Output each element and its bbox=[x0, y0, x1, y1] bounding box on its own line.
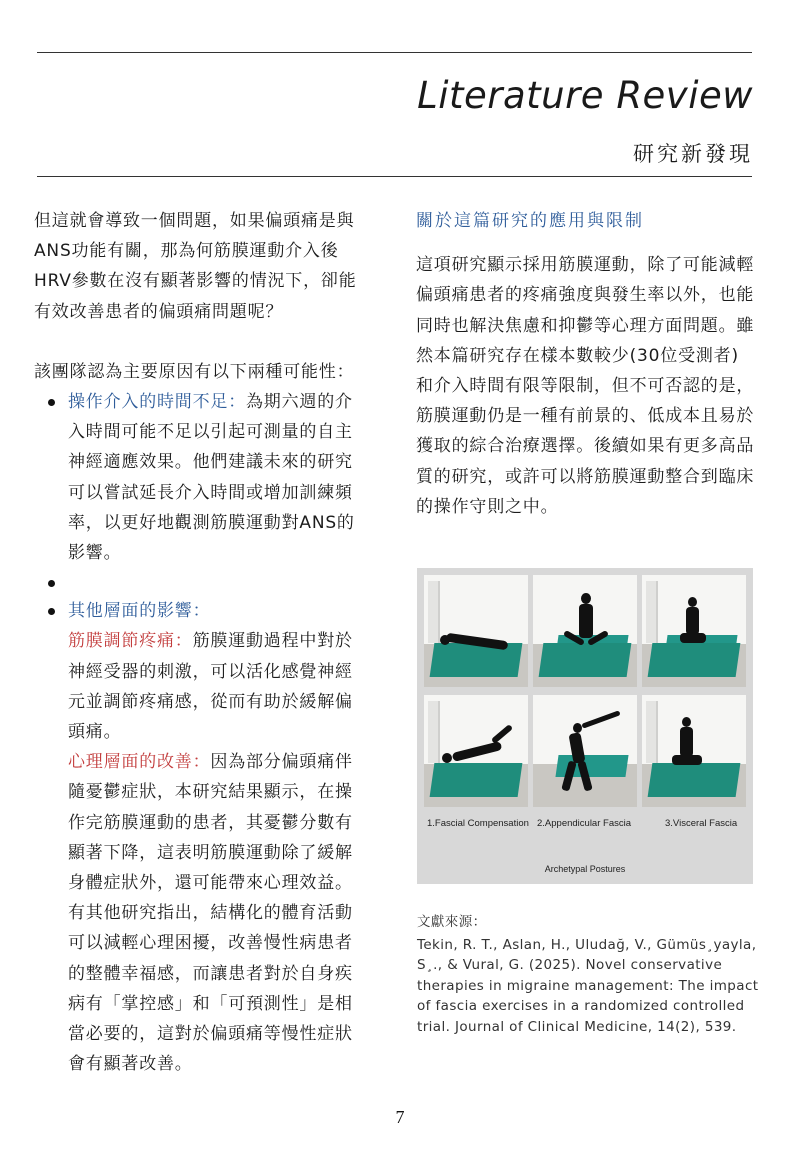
sub-text-pain: 筋膜運動過程中對於神經受器的刺激，可以活化感覺神經元並調節疼痛感，從而有助於緩解偏頭痛。 bbox=[68, 631, 353, 743]
reasons-intro: 該團隊認為主要原因有以下兩種可能性： bbox=[34, 361, 355, 382]
applications-body: 這項研究顯示採用筋膜運動，除了可能減輕偏頭痛患者的疼痛強度與發生率以外，也能同時也解決焦慮和抑鬱等心理方面問題。雖然本篇研究存在樣本數較少(30位受測者)和介入時間有限等限制，但不可否認的是，筋膜運動仍是一種有前景的、低成本且易於獲取的綜合治療選擇。後續如果有更多高品質的研究，或許可以將筋膜運動整合到臨床的操作守則之中。 bbox=[416, 255, 755, 517]
applications-heading: 關於這篇研究的應用與限制 bbox=[416, 211, 644, 231]
reference-label: 文獻來源： bbox=[417, 914, 487, 930]
reference-citation: Tekin, R. T., Aslan, H., Uludağ, V., Gümüs¸yayla, S¸., & Vural, G. (2025). Novel conservative therapies in migraine management: The impact of fascia exercises in a randomized controlled trial. Journal of Clinical Medicine, 14(2), 539. bbox=[417, 936, 759, 1035]
section-title: Literature Review bbox=[417, 74, 753, 117]
page-number: 7 bbox=[395, 1107, 405, 1127]
photo-visceral-fascia-1 bbox=[642, 575, 746, 687]
list-spacer bbox=[34, 568, 370, 596]
caption-fascial-compensation: 1.Fascial Compensation bbox=[427, 818, 529, 829]
reference-block bbox=[417, 912, 762, 1037]
photo-appendicular-fascia-1 bbox=[533, 575, 637, 687]
reason-item-other bbox=[34, 596, 370, 1079]
intro-paragraph: 但這就會導致一個問題，如果偏頭痛是與ANS功能有關，那為何筋膜運動介入後HRV參數在沒有顯著影響的情況下，卻能有效改善患者的偏頭痛問題呢？ bbox=[34, 211, 357, 322]
postures-figure bbox=[417, 568, 753, 884]
photo-visceral-fascia-2 bbox=[642, 695, 746, 807]
caption-visceral-fascia: 3.Visceral Fascia bbox=[665, 818, 738, 829]
left-column bbox=[34, 206, 370, 1079]
figure-title: Archetypal Postures bbox=[544, 864, 626, 874]
photo-appendicular-fascia-2 bbox=[533, 695, 637, 807]
reason-text-time: 為期六週的介入時間可能不足以引起可測量的自主神經適應效果。他們建議未來的研究可以嘗試延長介入時間或增加訓練頻率，以更好地觀測筋膜運動對ANS的影響。 bbox=[68, 392, 355, 564]
sub-label-psych: 心理層面的改善： bbox=[68, 752, 211, 773]
header-bottom-rule bbox=[37, 176, 752, 177]
reason-label-time: 操作介入的時間不足： bbox=[68, 392, 246, 413]
reason-item-time bbox=[34, 387, 370, 568]
photo-fascial-compensation-1 bbox=[424, 575, 528, 687]
reasons-list bbox=[34, 387, 370, 1079]
section-subtitle: 研究新發現 bbox=[633, 142, 753, 166]
right-column bbox=[416, 206, 756, 522]
caption-appendicular-fascia: 2.Appendicular Fascia bbox=[537, 818, 631, 829]
sub-label-pain: 筋膜調節疼痛： bbox=[68, 631, 193, 652]
postures-photo-grid bbox=[424, 575, 746, 809]
reason-label-other: 其他層面的影響： bbox=[68, 601, 211, 622]
photo-fascial-compensation-2 bbox=[424, 695, 528, 807]
sub-text-psych: 因為部分偏頭痛伴隨憂鬱症狀，本研究結果顯示，在操作完筋膜運動的患者，其憂鬱分數有顯著下降，這表明筋膜運動除了緩解身體症狀外，還可能帶來心理效益。有其他研究指出，結構化的體育活動可以減輕心理困擾，改善慢性病患者的整體幸福感，而讓患者對於自身疾病有「掌控感」和「可預測性」是相當必要的，這對於偏頭痛等慢性症狀會有顯著改善。 bbox=[68, 752, 353, 1075]
header-top-rule bbox=[37, 52, 752, 53]
